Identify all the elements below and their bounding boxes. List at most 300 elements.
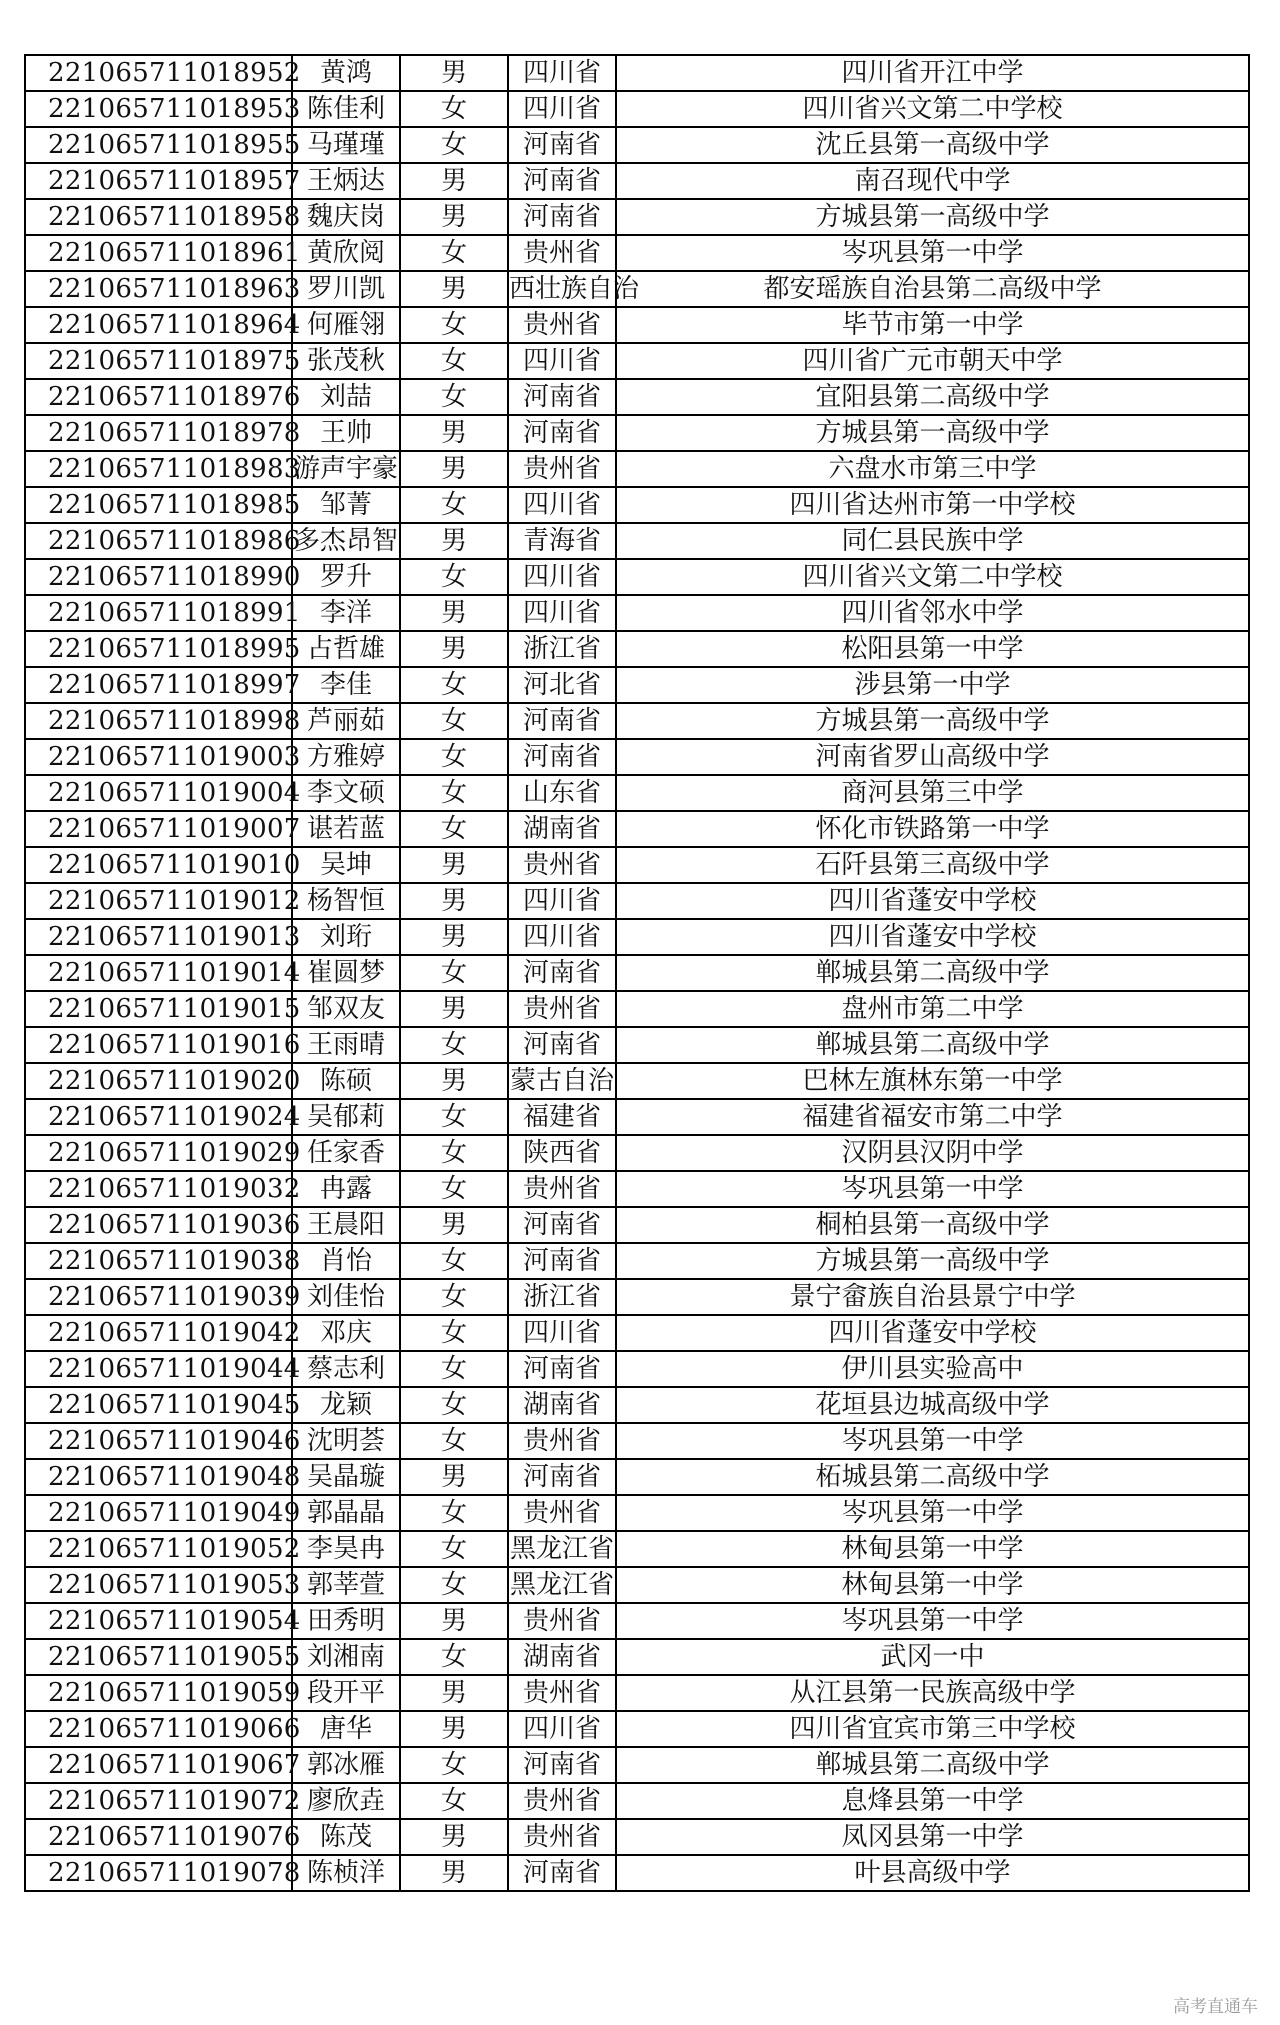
table-row <box>25 163 1249 199</box>
province-cell: 四川省 <box>508 883 616 919</box>
school-cell: 同仁县民族中学 <box>616 523 1249 559</box>
candidate-id-cell: 221065711019039 <box>25 1279 292 1315</box>
province-cell: 贵州省 <box>508 1423 616 1459</box>
school-cell: 林甸县第一中学 <box>616 1531 1249 1567</box>
gender-cell: 女 <box>400 487 508 523</box>
candidate-id-cell: 221065711018986 <box>25 523 292 559</box>
province-cell: 河南省 <box>508 703 616 739</box>
table-row <box>25 595 1249 631</box>
gender-cell: 男 <box>400 1819 508 1855</box>
school-cell: 四川省达州市第一中学校 <box>616 487 1249 523</box>
province-cell: 蒙古自治 <box>508 1063 616 1099</box>
name-cell: 郭晶晶 <box>292 1495 400 1531</box>
school-cell: 福建省福安市第二中学 <box>616 1099 1249 1135</box>
province-cell: 河北省 <box>508 667 616 703</box>
province-cell: 贵州省 <box>508 307 616 343</box>
table-row <box>25 523 1249 559</box>
school-cell: 南召现代中学 <box>616 163 1249 199</box>
name-cell: 刘湘南 <box>292 1639 400 1675</box>
school-cell: 方城县第一高级中学 <box>616 415 1249 451</box>
province-cell: 湖南省 <box>508 1387 616 1423</box>
table-row <box>25 1027 1249 1063</box>
school-cell: 河南省罗山高级中学 <box>616 739 1249 775</box>
gender-cell: 女 <box>400 343 508 379</box>
table-row <box>25 811 1249 847</box>
table-row <box>25 1099 1249 1135</box>
gender-cell: 男 <box>400 523 508 559</box>
province-cell: 四川省 <box>508 91 616 127</box>
watermark-text: 高考直通车 <box>1173 1997 1258 2017</box>
school-cell: 桐柏县第一高级中学 <box>616 1207 1249 1243</box>
candidate-id-cell: 221065711019078 <box>25 1855 292 1891</box>
gender-cell: 女 <box>400 1639 508 1675</box>
province-cell: 贵州省 <box>508 991 616 1027</box>
province-cell: 河南省 <box>508 415 616 451</box>
name-cell: 黄鸿 <box>292 55 400 91</box>
gender-cell: 男 <box>400 1207 508 1243</box>
province-cell: 河南省 <box>508 1747 616 1783</box>
school-cell: 岑巩县第一中学 <box>616 235 1249 271</box>
name-cell: 方雅婷 <box>292 739 400 775</box>
school-cell: 郸城县第二高级中学 <box>616 1027 1249 1063</box>
name-cell: 李佳 <box>292 667 400 703</box>
province-cell: 贵州省 <box>508 1171 616 1207</box>
candidate-id-cell: 221065711018953 <box>25 91 292 127</box>
name-cell: 唐华 <box>292 1711 400 1747</box>
gender-cell: 女 <box>400 1423 508 1459</box>
candidate-id-cell: 221065711019015 <box>25 991 292 1027</box>
school-cell: 林甸县第一中学 <box>616 1567 1249 1603</box>
candidate-id-cell: 221065711019010 <box>25 847 292 883</box>
table-row <box>25 919 1249 955</box>
school-cell: 四川省蓬安中学校 <box>616 883 1249 919</box>
gender-cell: 女 <box>400 1747 508 1783</box>
name-cell: 邹菁 <box>292 487 400 523</box>
province-cell: 河南省 <box>508 127 616 163</box>
school-cell: 宜阳县第二高级中学 <box>616 379 1249 415</box>
province-cell: 河南省 <box>508 739 616 775</box>
gender-cell: 男 <box>400 451 508 487</box>
candidate-id-cell: 221065711019038 <box>25 1243 292 1279</box>
school-cell: 叶县高级中学 <box>616 1855 1249 1891</box>
table-row <box>25 487 1249 523</box>
school-cell: 四川省开江中学 <box>616 55 1249 91</box>
school-cell: 四川省兴文第二中学校 <box>616 559 1249 595</box>
school-cell: 涉县第一中学 <box>616 667 1249 703</box>
province-cell: 河南省 <box>508 955 616 991</box>
table-row <box>25 1747 1249 1783</box>
gender-cell: 女 <box>400 1567 508 1603</box>
candidate-id-cell: 221065711018976 <box>25 379 292 415</box>
gender-cell: 男 <box>400 883 508 919</box>
table-row <box>25 1603 1249 1639</box>
school-cell: 毕节市第一中学 <box>616 307 1249 343</box>
table-row <box>25 1531 1249 1567</box>
province-cell: 河南省 <box>508 199 616 235</box>
gender-cell: 女 <box>400 1495 508 1531</box>
gender-cell: 女 <box>400 1279 508 1315</box>
table-row <box>25 199 1249 235</box>
gender-cell: 女 <box>400 1135 508 1171</box>
gender-cell: 女 <box>400 127 508 163</box>
candidate-id-cell: 221065711019020 <box>25 1063 292 1099</box>
school-cell: 四川省宜宾市第三中学校 <box>616 1711 1249 1747</box>
table-row <box>25 1063 1249 1099</box>
table-row <box>25 847 1249 883</box>
gender-cell: 男 <box>400 919 508 955</box>
province-cell: 湖南省 <box>508 811 616 847</box>
gender-cell: 女 <box>400 1099 508 1135</box>
candidate-id-cell: 221065711019012 <box>25 883 292 919</box>
name-cell: 游声宇豪 <box>292 451 400 487</box>
gender-cell: 男 <box>400 163 508 199</box>
school-cell: 四川省广元市朝天中学 <box>616 343 1249 379</box>
name-cell: 沈明荟 <box>292 1423 400 1459</box>
province-cell: 青海省 <box>508 523 616 559</box>
name-cell: 任家香 <box>292 1135 400 1171</box>
name-cell: 陈茂 <box>292 1819 400 1855</box>
admission-list-body <box>25 55 1249 1891</box>
name-cell: 邓庆 <box>292 1315 400 1351</box>
table-row <box>25 1279 1249 1315</box>
candidate-id-cell: 221065711019048 <box>25 1459 292 1495</box>
province-cell: 贵州省 <box>508 235 616 271</box>
school-cell: 岑巩县第一中学 <box>616 1171 1249 1207</box>
table-row <box>25 1675 1249 1711</box>
candidate-id-cell: 221065711018983 <box>25 451 292 487</box>
school-cell: 柘城县第二高级中学 <box>616 1459 1249 1495</box>
candidate-id-cell: 221065711019004 <box>25 775 292 811</box>
name-cell: 王炳达 <box>292 163 400 199</box>
school-cell: 郸城县第二高级中学 <box>616 1747 1249 1783</box>
table-row <box>25 1387 1249 1423</box>
table-row <box>25 1423 1249 1459</box>
school-cell: 松阳县第一中学 <box>616 631 1249 667</box>
province-cell: 贵州省 <box>508 1495 616 1531</box>
school-cell: 伊川县实验高中 <box>616 1351 1249 1387</box>
province-cell: 西壮族自治 <box>508 271 616 307</box>
gender-cell: 女 <box>400 559 508 595</box>
table-row <box>25 379 1249 415</box>
province-cell: 河南省 <box>508 1855 616 1891</box>
table-row <box>25 1135 1249 1171</box>
gender-cell: 女 <box>400 739 508 775</box>
province-cell: 四川省 <box>508 919 616 955</box>
name-cell: 杨智恒 <box>292 883 400 919</box>
province-cell: 河南省 <box>508 1207 616 1243</box>
name-cell: 刘珩 <box>292 919 400 955</box>
name-cell: 肖怡 <box>292 1243 400 1279</box>
school-cell: 岑巩县第一中学 <box>616 1495 1249 1531</box>
table-row <box>25 1567 1249 1603</box>
gender-cell: 女 <box>400 1783 508 1819</box>
name-cell: 郭莘萱 <box>292 1567 400 1603</box>
name-cell: 廖欣垚 <box>292 1783 400 1819</box>
candidate-id-cell: 221065711018952 <box>25 55 292 91</box>
candidate-id-cell: 221065711019067 <box>25 1747 292 1783</box>
name-cell: 陈佳利 <box>292 91 400 127</box>
gender-cell: 男 <box>400 1063 508 1099</box>
candidate-id-cell: 221065711018955 <box>25 127 292 163</box>
school-cell: 岑巩县第一中学 <box>616 1603 1249 1639</box>
gender-cell: 男 <box>400 595 508 631</box>
province-cell: 河南省 <box>508 163 616 199</box>
gender-cell: 男 <box>400 1855 508 1891</box>
table-row <box>25 991 1249 1027</box>
candidate-id-cell: 221065711019032 <box>25 1171 292 1207</box>
candidate-id-cell: 221065711018963 <box>25 271 292 307</box>
candidate-id-cell: 221065711018997 <box>25 667 292 703</box>
name-cell: 王晨阳 <box>292 1207 400 1243</box>
name-cell: 李洋 <box>292 595 400 631</box>
table-row <box>25 775 1249 811</box>
candidate-id-cell: 221065711018961 <box>25 235 292 271</box>
gender-cell: 女 <box>400 955 508 991</box>
candidate-id-cell: 221065711019044 <box>25 1351 292 1387</box>
gender-cell: 女 <box>400 1531 508 1567</box>
school-cell: 六盘水市第三中学 <box>616 451 1249 487</box>
province-cell: 四川省 <box>508 487 616 523</box>
candidate-id-cell: 221065711019036 <box>25 1207 292 1243</box>
province-cell: 贵州省 <box>508 1819 616 1855</box>
school-cell: 方城县第一高级中学 <box>616 703 1249 739</box>
gender-cell: 女 <box>400 1027 508 1063</box>
province-cell: 贵州省 <box>508 1675 616 1711</box>
table-row <box>25 343 1249 379</box>
name-cell: 崔圆梦 <box>292 955 400 991</box>
table-row <box>25 955 1249 991</box>
table-row <box>25 55 1249 91</box>
name-cell: 王雨晴 <box>292 1027 400 1063</box>
name-cell: 张茂秋 <box>292 343 400 379</box>
gender-cell: 女 <box>400 1171 508 1207</box>
candidate-id-cell: 221065711018995 <box>25 631 292 667</box>
candidate-id-cell: 221065711019029 <box>25 1135 292 1171</box>
gender-cell: 女 <box>400 775 508 811</box>
name-cell: 邹双友 <box>292 991 400 1027</box>
candidate-id-cell: 221065711019049 <box>25 1495 292 1531</box>
table-row <box>25 739 1249 775</box>
gender-cell: 女 <box>400 235 508 271</box>
province-cell: 黑龙江省 <box>508 1567 616 1603</box>
name-cell: 陈硕 <box>292 1063 400 1099</box>
candidate-id-cell: 221065711019045 <box>25 1387 292 1423</box>
province-cell: 河南省 <box>508 1351 616 1387</box>
table-row <box>25 307 1249 343</box>
candidate-id-cell: 221065711019072 <box>25 1783 292 1819</box>
province-cell: 河南省 <box>508 379 616 415</box>
gender-cell: 女 <box>400 1243 508 1279</box>
table-row <box>25 1855 1249 1891</box>
name-cell: 李文硕 <box>292 775 400 811</box>
province-cell: 贵州省 <box>508 1603 616 1639</box>
school-cell: 景宁畲族自治县景宁中学 <box>616 1279 1249 1315</box>
candidate-id-cell: 221065711019003 <box>25 739 292 775</box>
province-cell: 四川省 <box>508 559 616 595</box>
gender-cell: 女 <box>400 703 508 739</box>
province-cell: 黑龙江省 <box>508 1531 616 1567</box>
candidate-id-cell: 221065711018990 <box>25 559 292 595</box>
province-cell: 四川省 <box>508 1711 616 1747</box>
table-row <box>25 127 1249 163</box>
name-cell: 刘佳怡 <box>292 1279 400 1315</box>
table-row <box>25 91 1249 127</box>
school-cell: 巴林左旗林东第一中学 <box>616 1063 1249 1099</box>
candidate-id-cell: 221065711018978 <box>25 415 292 451</box>
gender-cell: 男 <box>400 991 508 1027</box>
gender-cell: 女 <box>400 667 508 703</box>
name-cell: 王帅 <box>292 415 400 451</box>
table-row <box>25 271 1249 307</box>
name-cell: 罗升 <box>292 559 400 595</box>
province-cell: 湖南省 <box>508 1639 616 1675</box>
school-cell: 四川省蓬安中学校 <box>616 1315 1249 1351</box>
school-cell: 四川省蓬安中学校 <box>616 919 1249 955</box>
gender-cell: 男 <box>400 55 508 91</box>
gender-cell: 男 <box>400 199 508 235</box>
school-cell: 郸城县第二高级中学 <box>616 955 1249 991</box>
gender-cell: 女 <box>400 307 508 343</box>
school-cell: 方城县第一高级中学 <box>616 1243 1249 1279</box>
table-row <box>25 415 1249 451</box>
gender-cell: 男 <box>400 1675 508 1711</box>
school-cell: 都安瑶族自治县第二高级中学 <box>616 271 1249 307</box>
table-row <box>25 883 1249 919</box>
candidate-id-cell: 221065711018958 <box>25 199 292 235</box>
school-cell: 岑巩县第一中学 <box>616 1423 1249 1459</box>
candidate-id-cell: 221065711019013 <box>25 919 292 955</box>
school-cell: 汉阴县汉阴中学 <box>616 1135 1249 1171</box>
table-row <box>25 451 1249 487</box>
province-cell: 河南省 <box>508 1459 616 1495</box>
name-cell: 罗川凯 <box>292 271 400 307</box>
gender-cell: 男 <box>400 1711 508 1747</box>
table-row <box>25 559 1249 595</box>
candidate-id-cell: 221065711019024 <box>25 1099 292 1135</box>
school-cell: 四川省邻水中学 <box>616 595 1249 631</box>
province-cell: 河南省 <box>508 1027 616 1063</box>
province-cell: 河南省 <box>508 1243 616 1279</box>
school-cell: 方城县第一高级中学 <box>616 199 1249 235</box>
table-row <box>25 1171 1249 1207</box>
gender-cell: 男 <box>400 415 508 451</box>
admission-list-table <box>24 54 1250 1892</box>
gender-cell: 女 <box>400 91 508 127</box>
table-row <box>25 667 1249 703</box>
table-row <box>25 235 1249 271</box>
candidate-id-cell: 221065711019042 <box>25 1315 292 1351</box>
table-row <box>25 631 1249 667</box>
name-cell: 刘喆 <box>292 379 400 415</box>
school-cell: 商河县第三中学 <box>616 775 1249 811</box>
name-cell: 龙颖 <box>292 1387 400 1423</box>
province-cell: 四川省 <box>508 595 616 631</box>
school-cell: 怀化市铁路第一中学 <box>616 811 1249 847</box>
candidate-id-cell: 221065711018998 <box>25 703 292 739</box>
school-cell: 四川省兴文第二中学校 <box>616 91 1249 127</box>
province-cell: 四川省 <box>508 55 616 91</box>
province-cell: 贵州省 <box>508 451 616 487</box>
province-cell: 贵州省 <box>508 1783 616 1819</box>
gender-cell: 男 <box>400 631 508 667</box>
table-row <box>25 1639 1249 1675</box>
gender-cell: 女 <box>400 379 508 415</box>
candidate-id-cell: 221065711019016 <box>25 1027 292 1063</box>
gender-cell: 女 <box>400 1387 508 1423</box>
name-cell: 魏庆岗 <box>292 199 400 235</box>
table-row <box>25 1819 1249 1855</box>
candidate-id-cell: 221065711019076 <box>25 1819 292 1855</box>
name-cell: 吴晶璇 <box>292 1459 400 1495</box>
name-cell: 郭冰雁 <box>292 1747 400 1783</box>
candidate-id-cell: 221065711018964 <box>25 307 292 343</box>
candidate-id-cell: 221065711019007 <box>25 811 292 847</box>
table-row <box>25 1495 1249 1531</box>
school-cell: 从江县第一民族高级中学 <box>616 1675 1249 1711</box>
name-cell: 段开平 <box>292 1675 400 1711</box>
name-cell: 占哲雄 <box>292 631 400 667</box>
name-cell: 马瑾瑾 <box>292 127 400 163</box>
table-row <box>25 703 1249 739</box>
province-cell: 四川省 <box>508 343 616 379</box>
candidate-id-cell: 221065711019052 <box>25 1531 292 1567</box>
name-cell: 多杰昂智 <box>292 523 400 559</box>
name-cell: 李昊冉 <box>292 1531 400 1567</box>
name-cell: 黄欣阅 <box>292 235 400 271</box>
province-cell: 浙江省 <box>508 631 616 667</box>
candidate-id-cell: 221065711018975 <box>25 343 292 379</box>
candidate-id-cell: 221065711019053 <box>25 1567 292 1603</box>
name-cell: 谌若蓝 <box>292 811 400 847</box>
table-row <box>25 1711 1249 1747</box>
candidate-id-cell: 221065711019066 <box>25 1711 292 1747</box>
name-cell: 芦丽茹 <box>292 703 400 739</box>
candidate-id-cell: 221065711019055 <box>25 1639 292 1675</box>
school-cell: 石阡县第三高级中学 <box>616 847 1249 883</box>
gender-cell: 男 <box>400 1459 508 1495</box>
candidate-id-cell: 221065711019059 <box>25 1675 292 1711</box>
name-cell: 蔡志利 <box>292 1351 400 1387</box>
province-cell: 贵州省 <box>508 847 616 883</box>
gender-cell: 男 <box>400 271 508 307</box>
province-cell: 福建省 <box>508 1099 616 1135</box>
school-cell: 武冈一中 <box>616 1639 1249 1675</box>
school-cell: 凤冈县第一中学 <box>616 1819 1249 1855</box>
province-cell: 陕西省 <box>508 1135 616 1171</box>
gender-cell: 女 <box>400 811 508 847</box>
table-row <box>25 1351 1249 1387</box>
name-cell: 田秀明 <box>292 1603 400 1639</box>
candidate-id-cell: 221065711019054 <box>25 1603 292 1639</box>
name-cell: 冉露 <box>292 1171 400 1207</box>
province-cell: 四川省 <box>508 1315 616 1351</box>
school-cell: 息烽县第一中学 <box>616 1783 1249 1819</box>
table-row <box>25 1243 1249 1279</box>
name-cell: 陈桢洋 <box>292 1855 400 1891</box>
table-row <box>25 1783 1249 1819</box>
province-cell: 山东省 <box>508 775 616 811</box>
school-cell: 盘州市第二中学 <box>616 991 1249 1027</box>
candidate-id-cell: 221065711019014 <box>25 955 292 991</box>
gender-cell: 男 <box>400 847 508 883</box>
table-row <box>25 1459 1249 1495</box>
candidate-id-cell: 221065711018957 <box>25 163 292 199</box>
gender-cell: 女 <box>400 1351 508 1387</box>
gender-cell: 男 <box>400 1603 508 1639</box>
name-cell: 吴坤 <box>292 847 400 883</box>
name-cell: 何雁翎 <box>292 307 400 343</box>
name-cell: 吴郁莉 <box>292 1099 400 1135</box>
